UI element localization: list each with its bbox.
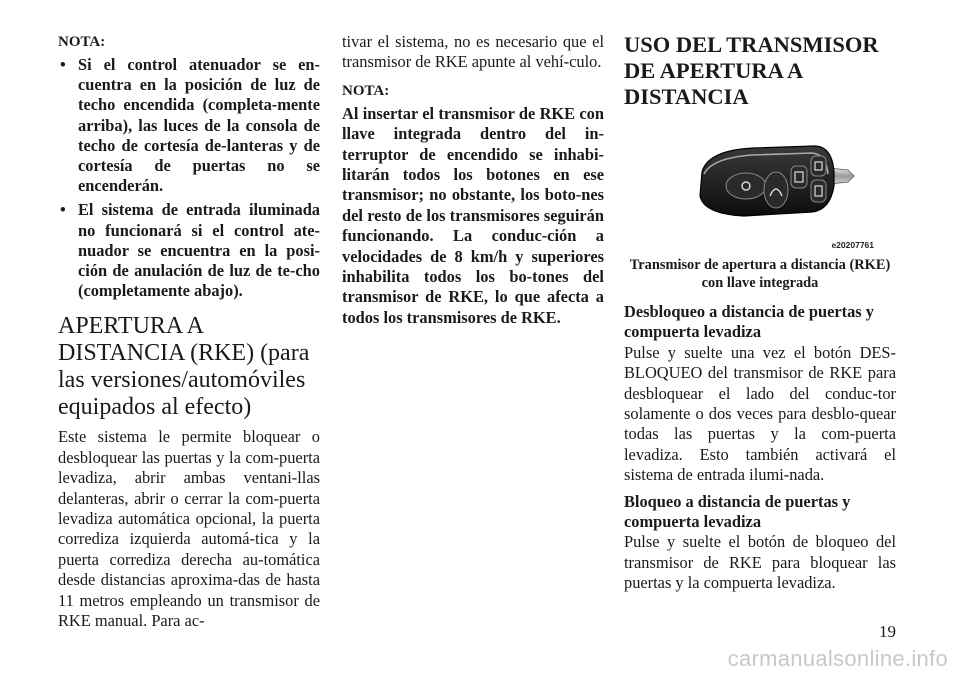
unlock-paragraph: Pulse y suelte una vez el botón DES-BLOQUEO del transmisor de RKE para desbloquear el lado del conduc-tor solamente o dos veces para desblo-quear todas las puertas y la com-puerta levadiza. Esto también activará el sistema de entrada ilumi-nada. — [624, 342, 896, 485]
page-number: 19 — [879, 622, 896, 641]
note-list — [58, 55, 320, 301]
middle-column — [342, 32, 604, 328]
note-text: El sistema de entrada iluminada no funcionará si el control ate-nuador se encuentra en la posi-ción de anulación de luz de te-cho (completamente abajo). — [78, 200, 320, 301]
figure-code: e20207761 — [831, 240, 874, 250]
subheading-unlock: Desbloqueo a distancia de puertas y compuerta levadiza — [624, 302, 874, 342]
note-item — [58, 55, 320, 196]
rke-continued-paragraph: tivar el sistema, no es necesario que el transmisor de RKE apunte al vehí-culo. — [342, 32, 604, 72]
bullet-icon: • — [60, 200, 66, 220]
subheading-lock: Bloqueo a distancia de puertas y compuerta levadiza — [624, 491, 851, 532]
nota-label: NOTA: — [58, 34, 106, 50]
left-column — [58, 32, 320, 632]
section-heading-transmitter: USO DEL TRANSMISOR DE APERTURA A DISTANCIA — [624, 32, 879, 109]
section-heading-rke: APERTURA A DISTANCIA (RKE) (para las versiones/automóviles equipados al efecto) — [58, 313, 310, 421]
key-fob-illustration — [624, 124, 896, 252]
key-fob-figure — [624, 124, 896, 252]
bullet-icon: • — [60, 55, 66, 74]
note-text: Si el control atenuador se en-cuentra en la posición de luz de techo encendida (completa-mente arriba), las luces de la consola de techo de cortesía de-lanteras y de cortesía de puertas no se encenderán. — [78, 55, 320, 196]
figure-caption: Transmisor de apertura a distancia (RKE) con llave integrada — [629, 257, 891, 291]
lock-paragraph: Pulse y suelte el botón de bloqueo del transmisor de RKE para bloquear las puertas y la compuerta levadiza. — [624, 532, 896, 593]
nota-label: NOTA: — [342, 82, 390, 99]
note-item — [58, 200, 320, 301]
right-column — [624, 32, 896, 594]
ignition-note: Al insertar el transmisor de RKE con llave integrada dentro del in-terruptor de encendido se inhabi-litarán todos los botones en ese transmisor; no obstante, los boto-nes del resto de los transmisores seguirán funcionando. La conduc-ción a velocidades de 8 km/h y superiores inhabilita todos los bo-tones del transmisor de RKE, lo que afecta a todos los transmisores de RKE. — [342, 103, 604, 327]
rke-intro-paragraph: Este sistema le permite bloquear o desbloquear las puertas y la com-puerta levadiza, abrir ambas ventani-llas delanteras, abrir o cerrar la com-puerta levadiza automática opcional, la puerta corrediza izquierda automá-tica y la puerta corrediza derecha au-tomática desde distancias aproxima-das de hasta 11 metros empleando un transmisor de RKE manual. Para ac- — [58, 427, 320, 631]
watermark: carmanualsonline.info — [727, 646, 948, 671]
